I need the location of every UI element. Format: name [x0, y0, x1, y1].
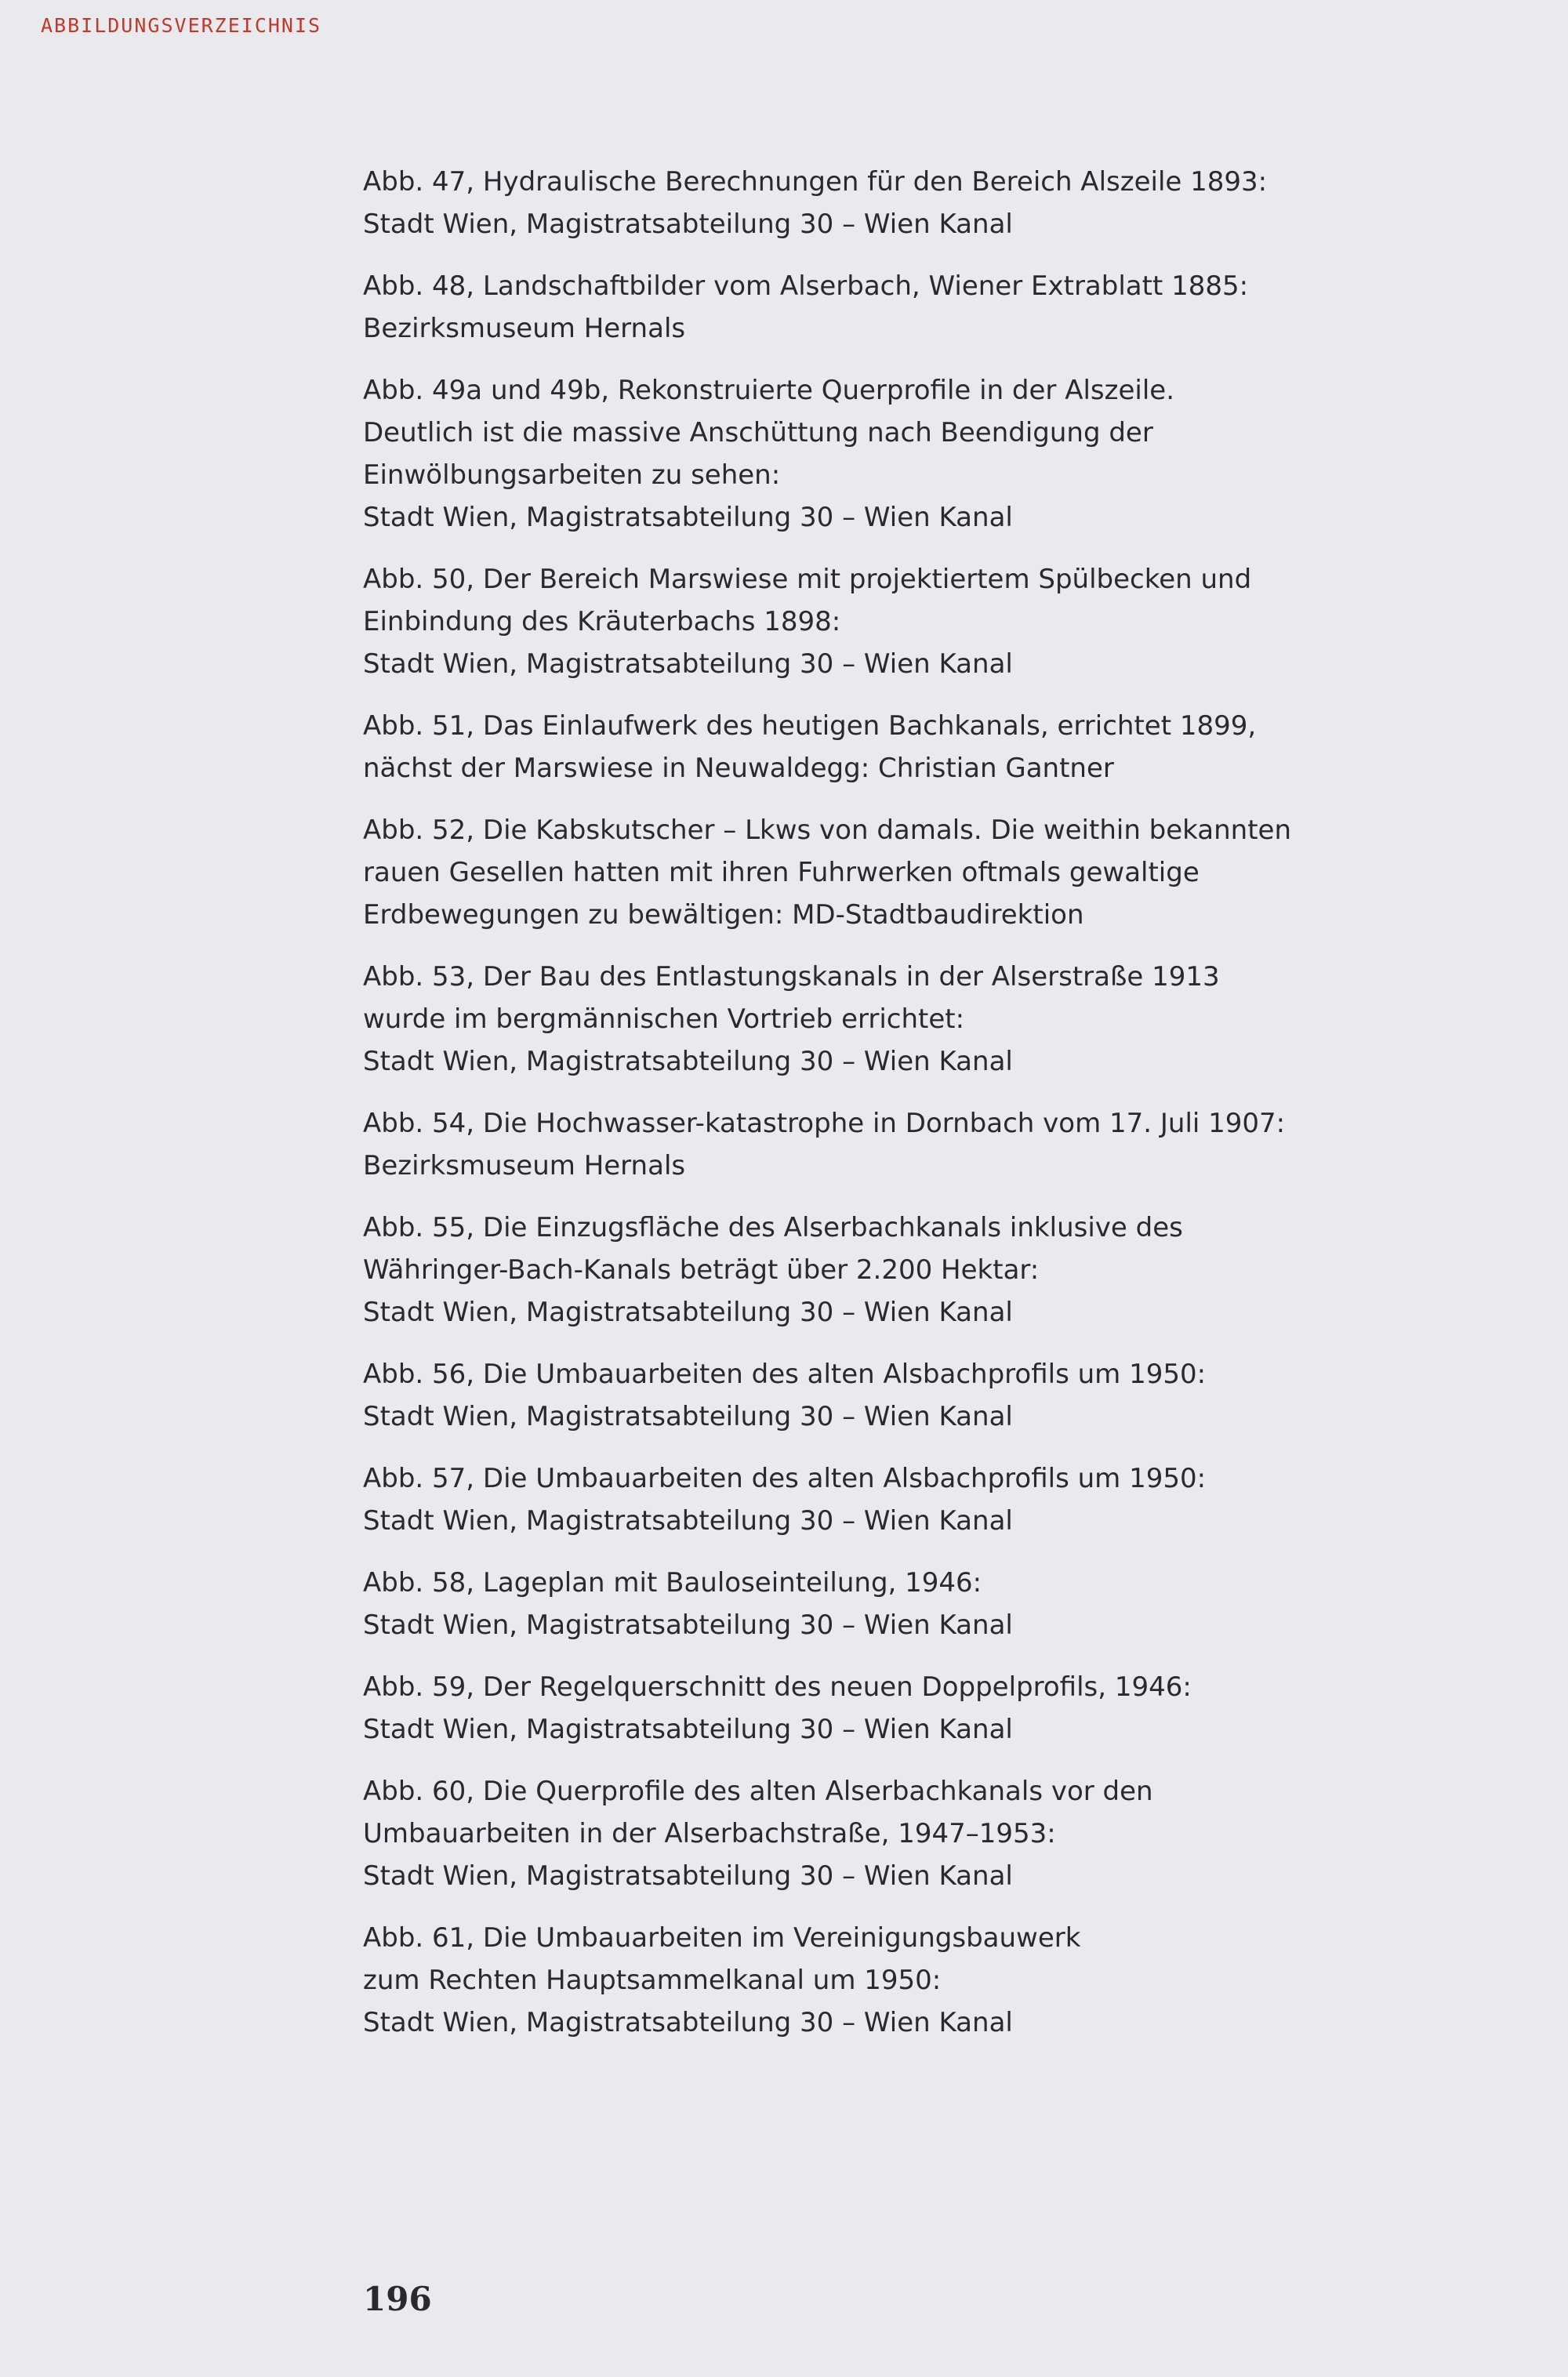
figure-entry-line: zum Rechten Hauptsammelkanal um 1950: [363, 1965, 942, 1996]
figure-entry-line: Abb. 47, Hydraulische Berechnungen für den Bereich Alszeile 1893: [363, 166, 1268, 198]
figure-entry-line: Abb. 59, Der Regelquerschnitt des neuen Doppelprofils, 1946: [363, 1671, 1192, 1703]
figure-entry-line: Umbauarbeiten in der Alserbachstraße, 1947–1953: [363, 1818, 1056, 1849]
figure-entry-line: Einwölbungsarbeiten zu sehen: [363, 459, 781, 491]
figure-entry [363, 956, 1523, 1083]
running-head: ABBILDUNGSVERZEICHNIS [41, 14, 322, 37]
figure-entry-line: Abb. 48, Landschaftbilder vom Alserbach, Wiener Extrablatt 1885: [363, 270, 1249, 302]
figure-entry-line: Stadt Wien, Magistratsabteilung 30 – Wien Kanal [363, 1297, 1013, 1328]
figure-entry-line: Abb. 51, Das Einlaufwerk des heutigen Bachkanals, errichtet 1899, [363, 710, 1257, 742]
figure-entry-line: Abb. 56, Die Umbauarbeiten des alten Alsbachprofils um 1950: [363, 1359, 1207, 1390]
figure-entry [363, 161, 1523, 245]
figure-entry-line: nächst der Marswiese in Neuwaldegg: Christian Gantner [363, 753, 1114, 784]
figure-entry-line: Bezirksmuseum Hernals [363, 313, 686, 344]
figure-entry-line: Abb. 58, Lageplan mit Bauloseinteilung, 1946: [363, 1567, 982, 1599]
figure-entry-line: Erdbewegungen zu bewältigen: MD-Stadtbaudirektion [363, 899, 1084, 931]
figure-entry [363, 1207, 1523, 1334]
figure-entry-line: Abb. 60, Die Querprofile des alten Alserbachkanals vor den [363, 1776, 1153, 1807]
figure-entry-line: Bezirksmuseum Hernals [363, 1150, 686, 1181]
figure-entry-line: wurde im bergmännischen Vortrieb errichtet: [363, 1003, 965, 1035]
figure-entry-line: Abb. 61, Die Umbauarbeiten im Vereinigungsbauwerk [363, 1922, 1081, 1954]
figure-entry-line: Stadt Wien, Magistratsabteilung 30 – Wien Kanal [363, 1505, 1013, 1537]
figure-entry [363, 1666, 1523, 1751]
figure-entry-line: Stadt Wien, Magistratsabteilung 30 – Wien Kanal [363, 1714, 1013, 1745]
figure-entry [363, 265, 1523, 350]
figure-entry [363, 558, 1523, 685]
figure-entry-line: Stadt Wien, Magistratsabteilung 30 – Wien Kanal [363, 648, 1013, 680]
figure-entry-line: Stadt Wien, Magistratsabteilung 30 – Wien Kanal [363, 502, 1013, 533]
figure-entry-line: Abb. 52, Die Kabskutscher – Lkws von damals. Die weithin bekannten [363, 815, 1292, 846]
figure-entry-line: Deutlich ist die massive Anschüttung nach Beendigung der [363, 417, 1153, 448]
figure-entry-line: Stadt Wien, Magistratsabteilung 30 – Wien Kanal [363, 2007, 1013, 2038]
figure-entry [363, 809, 1523, 936]
figure-entry-line: Stadt Wien, Magistratsabteilung 30 – Wien Kanal [363, 1609, 1013, 1641]
figure-entry [363, 1457, 1523, 1542]
figure-entry-line: Abb. 57, Die Umbauarbeiten des alten Alsbachprofils um 1950: [363, 1463, 1207, 1494]
figure-entry [363, 369, 1523, 539]
figure-entry-line: Abb. 50, Der Bereich Marswiese mit projektiertem Spülbecken und [363, 564, 1252, 595]
figure-entry [363, 1562, 1523, 1646]
figure-entry [363, 1917, 1523, 2044]
figure-entry-line: Stadt Wien, Magistratsabteilung 30 – Wien Kanal [363, 1401, 1013, 1432]
figure-entry-line: Stadt Wien, Magistratsabteilung 30 – Wien Kanal [363, 1860, 1013, 1892]
figure-entry-line: Abb. 49a und 49b, Rekonstruierte Querprofile in der Alszeile. [363, 375, 1175, 406]
figure-entry-line: rauen Gesellen hatten mit ihren Fuhrwerken oftmals gewaltige [363, 857, 1200, 888]
figure-entry-line: Währinger-Bach-Kanals beträgt über 2.200 Hektar: [363, 1254, 1040, 1286]
figure-entry [363, 1353, 1523, 1438]
figure-entry-line: Stadt Wien, Magistratsabteilung 30 – Wien Kanal [363, 1046, 1013, 1077]
figure-entry [363, 1102, 1523, 1187]
figure-entry-line: Stadt Wien, Magistratsabteilung 30 – Wien Kanal [363, 209, 1013, 240]
figure-entry-line: Abb. 55, Die Einzugsfläche des Alserbachkanals inklusive des [363, 1212, 1183, 1243]
figure-entry-line: Abb. 53, Der Bau des Entlastungskanals in der Alserstraße 1913 [363, 961, 1220, 993]
figure-entry-line: Einbindung des Kräuterbachs 1898: [363, 606, 841, 637]
page-number: 196 [363, 2280, 432, 2318]
figure-entry [363, 705, 1523, 789]
figure-list [363, 161, 1523, 2063]
figure-entry [363, 1770, 1523, 1897]
figure-entry-line: Abb. 54, Die Hochwasser-katastrophe in Dornbach vom 17. Juli 1907: [363, 1108, 1286, 1139]
